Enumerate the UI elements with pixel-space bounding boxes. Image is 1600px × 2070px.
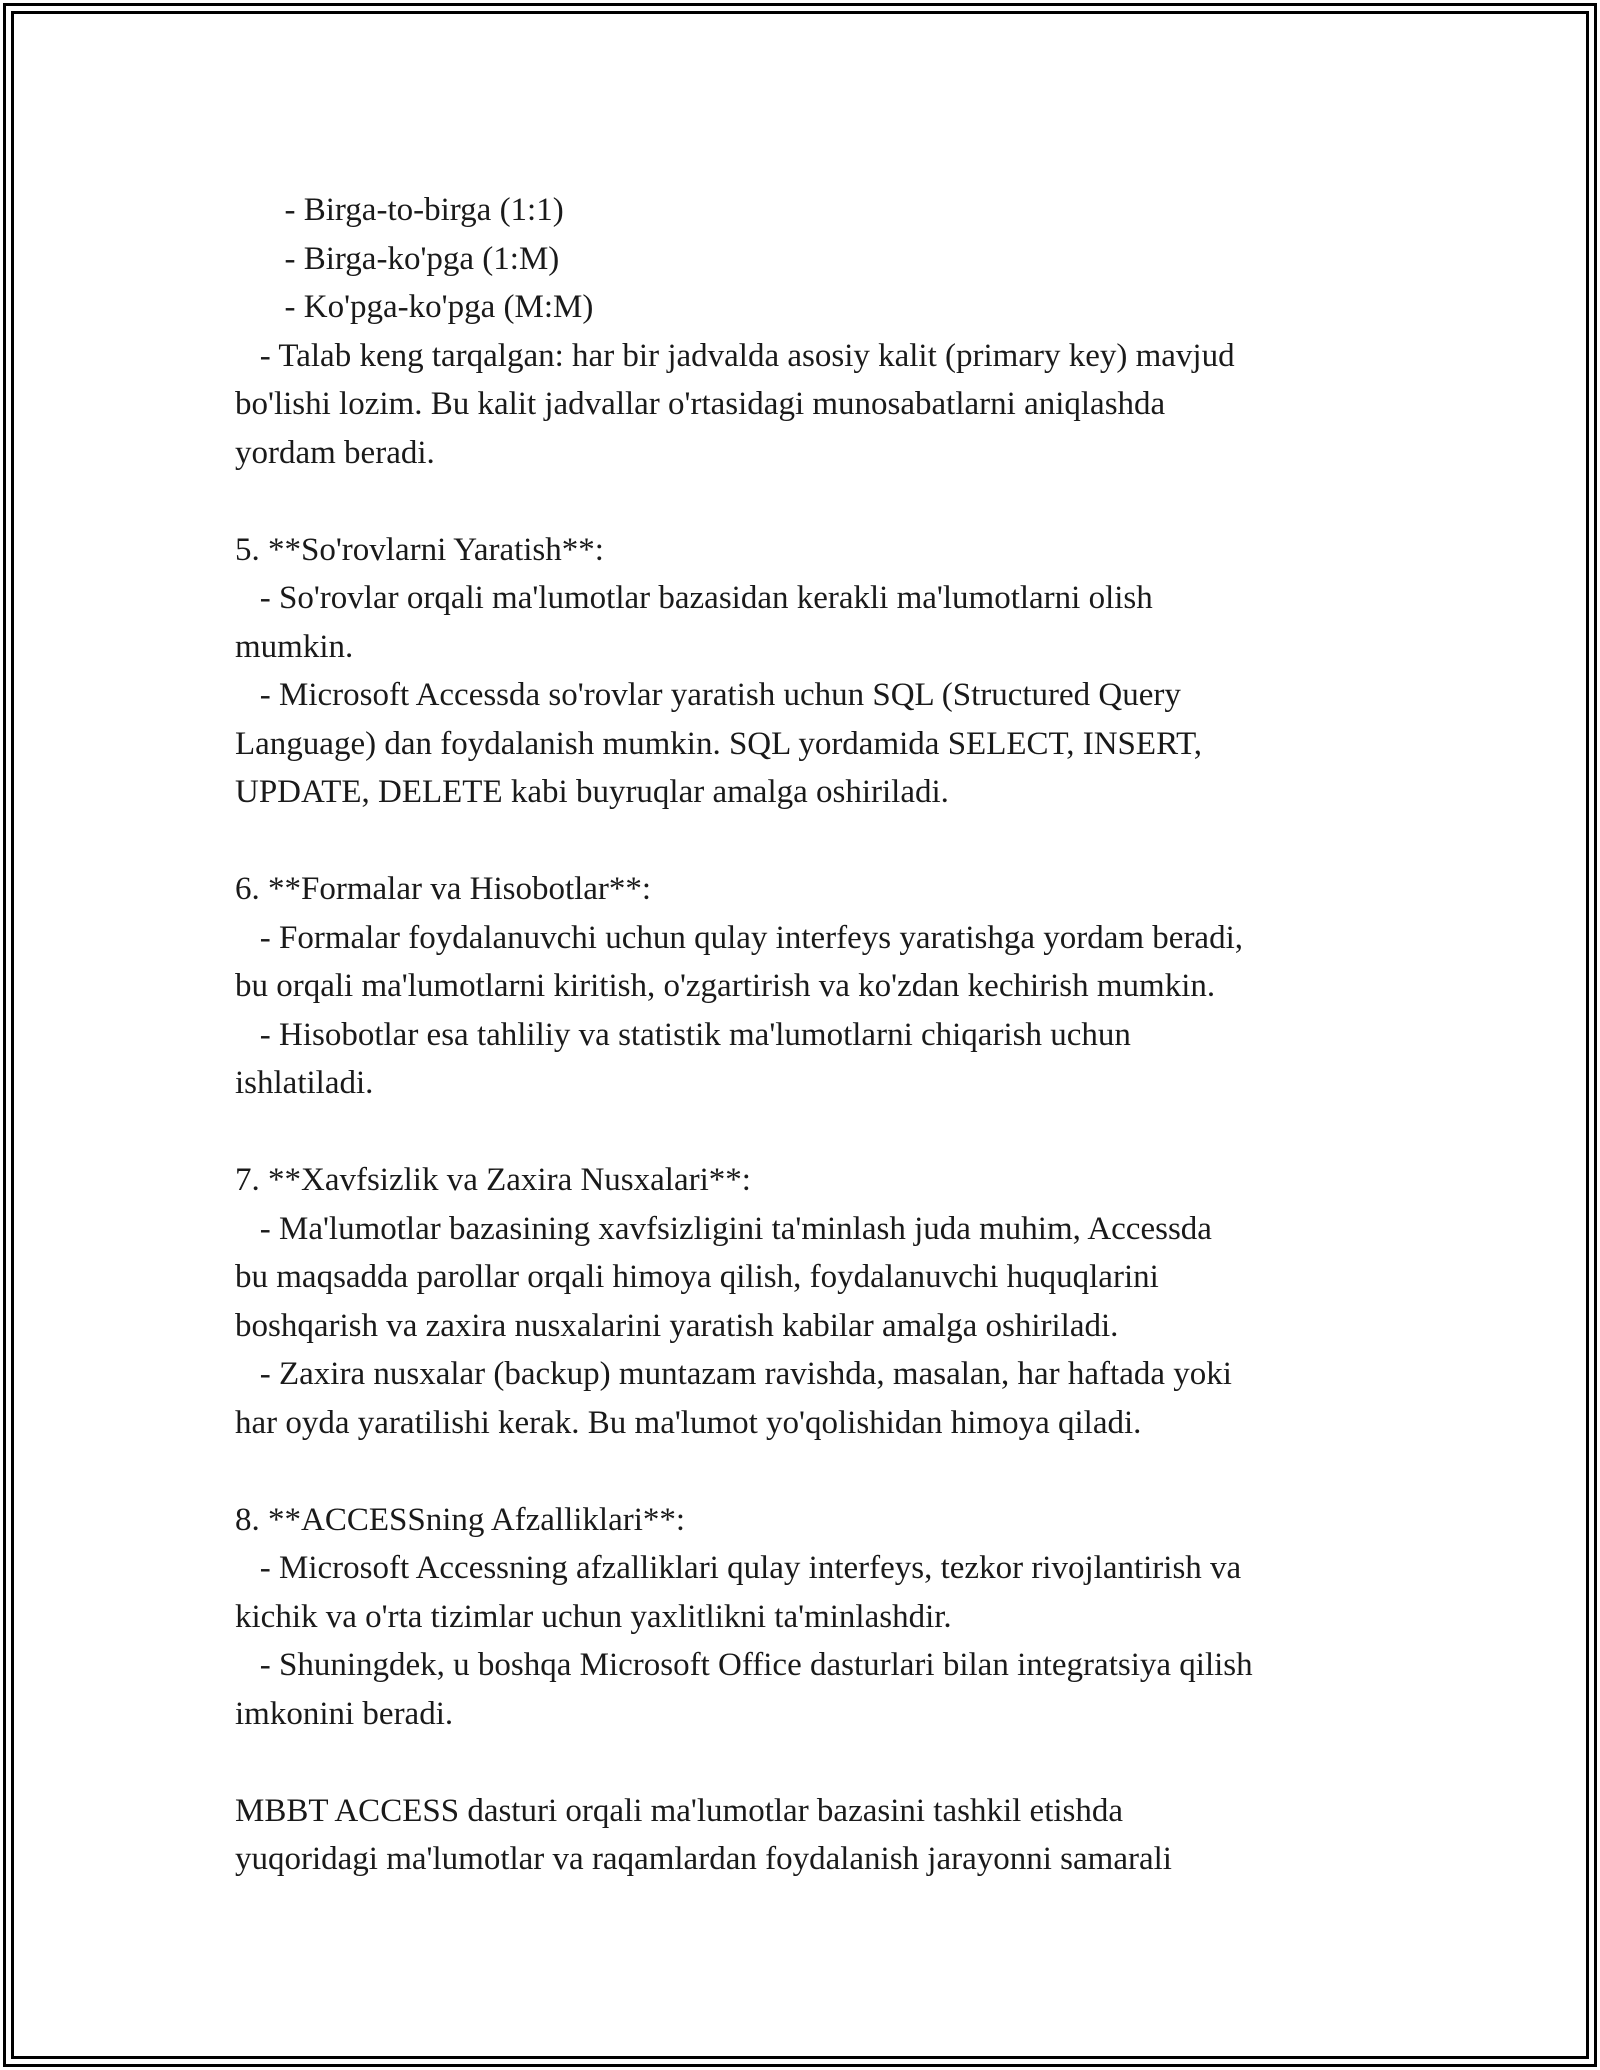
- text-line: - Shuningdek, u boshqa Microsoft Office dasturlari bilan integratsiya qilish: [235, 1647, 1253, 1683]
- blank-line: [235, 1447, 1425, 1496]
- text-line: UPDATE, DELETE kabi buyruqlar amalga oshiriladi.: [235, 774, 949, 810]
- text-line: - Birga-to-birga (1:1): [235, 192, 564, 228]
- section-heading: 8. **ACCESSning Afzalliklari**:: [235, 1501, 686, 1538]
- text-line: - Zaxira nusxalar (backup) muntazam ravishda, masalan, har haftada yoki: [235, 1356, 1232, 1392]
- text-line: yordam beradi.: [235, 434, 435, 471]
- section-heading: 7. **Xavfsizlik va Zaxira Nusxalari**:: [235, 1162, 751, 1198]
- text-line: ishlatiladi.: [235, 1065, 374, 1101]
- text-line: MBBT ACCESS dasturi orqali ma'lumotlar bazasini tashkil etishda: [235, 1792, 1124, 1829]
- section-heading: 6. **Formalar va Hisobotlar**:: [235, 871, 652, 907]
- text-line: boshqarish va zaxira nusxalarini yaratish kabilar amalga oshiriladi.: [235, 1307, 1119, 1344]
- text-line: mumkin.: [235, 628, 354, 665]
- section-heading: 5. **So'rovlarni Yaratish**:: [235, 531, 604, 568]
- document-body: [235, 186, 1425, 1884]
- text-line: kichik va o'rta tizimlar uchun yaxlitlikni ta'minlashdir.: [235, 1598, 952, 1635]
- text-line: - Ko'pga-ko'pga (M:M): [235, 289, 594, 325]
- text-line: - Ma'lumotlar bazasining xavfsizligini ta'minlash juda muhim, Accessda: [235, 1210, 1212, 1247]
- blank-line: [235, 477, 1425, 526]
- text-line: bo'lishi lozim. Bu kalit jadvallar o'rtasidagi munosabatlarni aniqlashda: [235, 386, 1166, 422]
- text-line: - Microsoft Accessning afzalliklari qulay interfeys, tezkor rivojlantirish va: [235, 1550, 1242, 1586]
- text-line: - Formalar foydalanuvchi uchun qulay interfeys yaratishga yordam beradi,: [235, 919, 1243, 956]
- text-line: har oyda yaratilishi kerak. Bu ma'lumot yo'qolishidan himoya qiladi.: [235, 1404, 1142, 1441]
- blank-line: [235, 817, 1425, 866]
- text-line: - Hisobotlar esa tahliliy va statistik ma'lumotlarni chiqarish uchun: [235, 1016, 1131, 1053]
- blank-line: [235, 1108, 1425, 1157]
- text-line: yuqoridagi ma'lumotlar va raqamlardan foydalanish jarayonni samarali: [235, 1841, 1172, 1877]
- text-line: bu maqsadda parollar orqali himoya qilish, foydalanuvchi huquqlarini: [235, 1259, 1159, 1295]
- text-line: imkonini beradi.: [235, 1695, 454, 1732]
- blank-line: [235, 1738, 1425, 1787]
- text-line: Language) dan foydalanish mumkin. SQL yordamida SELECT, INSERT,: [235, 725, 1203, 762]
- text-line: - So'rovlar orqali ma'lumotlar bazasidan kerakli ma'lumotlarni olish: [235, 580, 1153, 616]
- text-line: bu orqali ma'lumotlarni kiritish, o'zgartirish va ko'zdan kechirish mumkin.: [235, 968, 1216, 1004]
- text-line: - Birga-ko'pga (1:M): [235, 240, 560, 277]
- text-line: - Talab keng tarqalgan: har bir jadvalda asosiy kalit (primary key) mavjud: [235, 337, 1235, 374]
- text-line: - Microsoft Accessda so'rovlar yaratish uchun SQL (Structured Query: [235, 677, 1181, 713]
